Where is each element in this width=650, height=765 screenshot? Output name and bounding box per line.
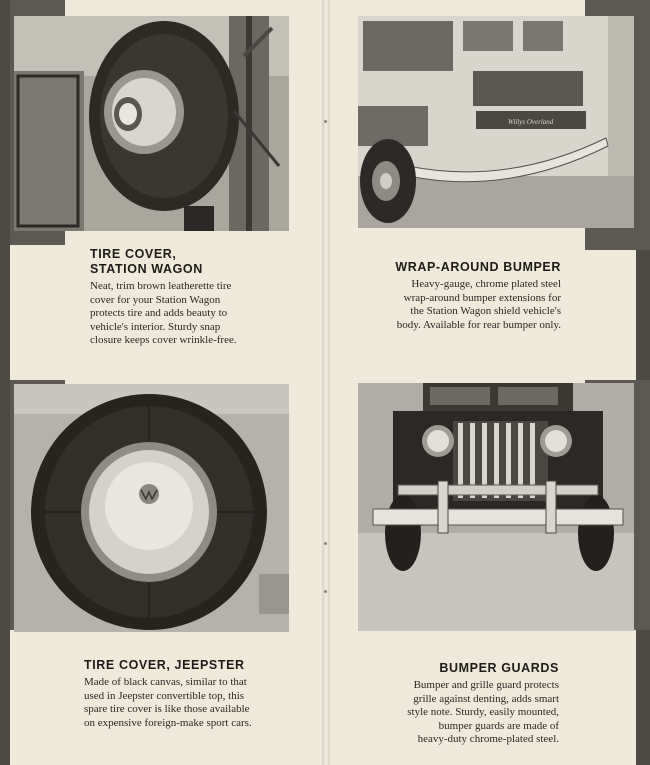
left-edge-shadow (0, 0, 10, 765)
heading-line: TIRE COVER, (90, 247, 177, 261)
staple-hole (324, 120, 327, 123)
staple-hole (324, 542, 327, 545)
caption-tire-cover-station-wagon (90, 247, 320, 348)
description-line: body. Available for rear bumper only. (396, 318, 561, 331)
description-line: protects tire and adds beauty to (90, 307, 228, 320)
description-tire-cover-jeepster (84, 676, 320, 730)
description-line: grille against denting, adds smart (413, 692, 559, 705)
heading-tire-cover-jeepster: TIRE COVER, JEEPSTER (84, 658, 245, 672)
heading-wrap-around-bumper: WRAP-AROUND BUMPER (395, 260, 561, 274)
photo-bumper-guards (358, 383, 634, 631)
description-line: style note. Sturdy, easily mounted, (407, 706, 559, 719)
description-bumper-guards (345, 679, 559, 747)
description-line: the Station Wagon shield vehicle's (410, 305, 561, 318)
description-line: cover for your Station Wagon (90, 293, 221, 306)
caption-bumper-guards (345, 661, 559, 747)
staple-hole (324, 590, 327, 593)
heading-line: STATION WAGON (90, 262, 203, 276)
page-gutter (322, 0, 330, 765)
heading-bumper-guards: BUMPER GUARDS (439, 661, 559, 675)
description-line: Heavy-gauge, chrome plated steel (411, 278, 561, 290)
description-line: heavy-duty chrome-plated steel. (417, 733, 559, 746)
description-line: Bumper and grille guard protects (413, 679, 559, 691)
description-tire-cover-station-wagon (90, 280, 320, 348)
caption-wrap-around-bumper (335, 260, 561, 332)
description-line: on expensive foreign-make sport cars. (84, 716, 252, 729)
caption-tire-cover-jeepster (84, 658, 320, 730)
description-line: used in Jeepster convertible top, this (84, 689, 245, 702)
photo-lettering: Willys Overland (508, 118, 554, 126)
photo-jeepster-tire-cover (14, 384, 289, 632)
photo-station-wagon-tire-cover (14, 16, 289, 231)
description-line: Neat, trim brown leatherette tire (90, 280, 232, 292)
description-wrap-around-bumper (335, 278, 561, 332)
description-line: Made of black canvas, similar to that (84, 676, 247, 688)
description-line: vehicle's interior. Sturdy snap (90, 320, 221, 333)
photo-wrap-around-bumper (358, 16, 634, 228)
heading-tire-cover-station-wagon (90, 247, 320, 277)
description-line: spare tire cover is like those available (84, 703, 250, 716)
description-line: bumper guards are made of (438, 719, 559, 732)
description-line: closure keeps cover wrinkle-free. (90, 334, 237, 347)
description-line: wrap-around bumper extensions for (403, 291, 561, 304)
